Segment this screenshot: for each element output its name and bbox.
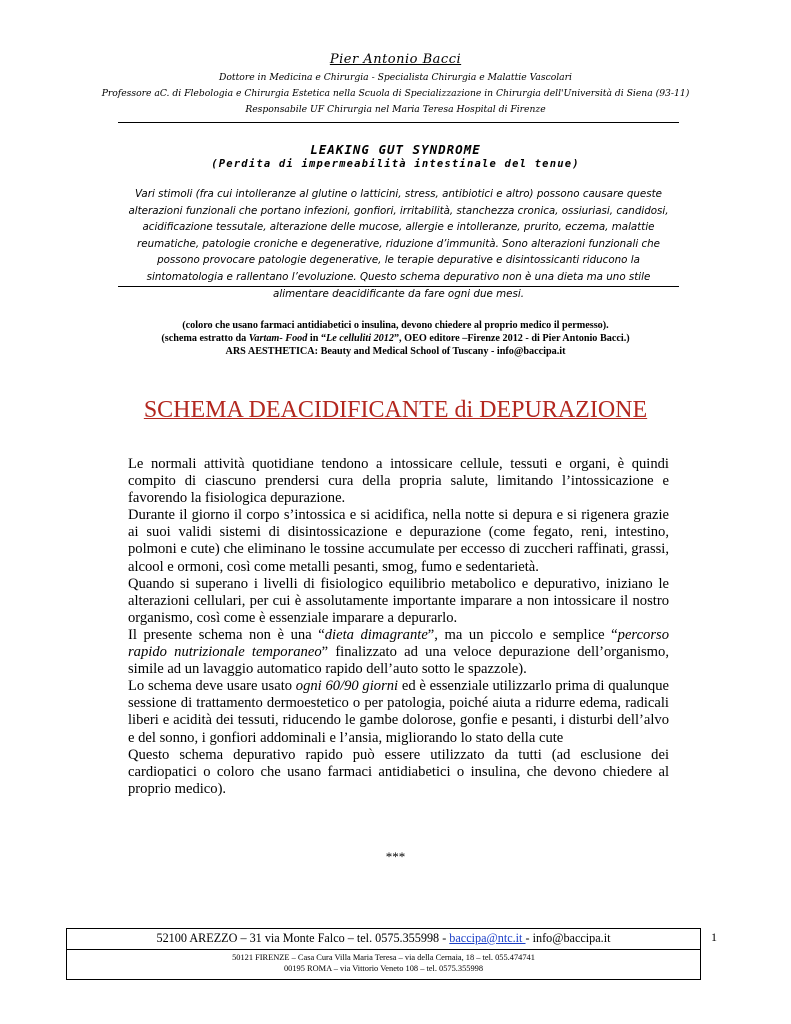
footer-arezzo [67, 931, 700, 946]
author-hospital-line: Responsabile UF Chirurgia nel Maria Teresa Hospital di Firenze [245, 104, 546, 115]
main-title: SCHEMA DEACIDIFICANTE di DEPURAZIONE [143, 397, 648, 423]
footer-email-link[interactable]: baccipa@ntc.it [449, 931, 526, 945]
page-number: 1 [711, 930, 717, 944]
footer-divider [67, 949, 700, 950]
body-italic: ogni 60/90 giorni [295, 678, 399, 695]
footer-firenze: 50121 FIRENZE – Casa Cura Villa Maria Teresa – via della Cernaia, 18 – tel. 055.474741 [232, 953, 535, 962]
body-italic: dieta dimagrante [324, 626, 428, 643]
intro-paragraph: Vari stimoli (fra cui intolleranze al glutine o latticini, stress, antibiotici e altro) possono causare queste alterazioni funzionali che portano infezioni, gonfiori, irritabilità, stanchezza cronica, ossiuriasi, candidosi, acidificazione tessutale, alterazione delle mucose, allergie e intolleranze, prurito, eczema, malattie reumatiche, patologie croniche e degenerative, riduzione d’immunità. Sono alterazioni funzionali che possono provocare patologie degenerative, le terapie depurative e disintossicanti riducono la sintomatologia e rallentano l’evoluzione. Questo schema depurativo non è una dieta ma uno stile alimentare deacidificante da fare ogni due mesi. [128, 188, 669, 300]
syndrome-title: LEAKING GUT SYNDROME [310, 142, 481, 157]
body-text-part: Lo schema deve usare usato [128, 678, 296, 695]
body-text-part: Il presente schema non è una “ [128, 626, 325, 643]
intro-divider [118, 286, 679, 287]
note-warning: (coloro che usano farmaci antidiabetici o insulina, devono chiedere al proprio medico il permesso). [182, 320, 609, 331]
note-source [0, 333, 791, 345]
footer-address: 52100 AREZZO – 31 via Monte Falco – tel. 0575.355998 - [156, 931, 450, 945]
body-paragraph-4 [128, 627, 669, 678]
body-italic: percorso rapido nutrizionale temporaneo [128, 626, 669, 661]
body-text-part: ” finalizzato ad una veloce depurazione dell’organismo, simile ad un lavaggio automatico rapido dell’auto sotto le spazzole). [128, 644, 669, 678]
body-paragraph-1: Le normali attività quotidiane tendono a intossicare cellule, tessuti e organi, è quindi compito di ciascuno prendersi cura della propria salute, limitando l’intossicazione e favorendo la fisiologica depurazione. [128, 456, 669, 507]
body-paragraph-5 [128, 678, 669, 746]
body-paragraph-3: Quando si superano i livelli di fisiologico equilibrio metabolico e depurativo, iniziano le alterazioni cellulari, per cui è assolutamente importante imparare a non intossicare il nostro organismo, così come è essenziale imparare a depurarlo. [128, 575, 669, 626]
body-text-part: ”, ma un piccolo e semplice “ [427, 626, 618, 643]
note-source-part: (schema estratto da [161, 333, 249, 344]
note-school: ARS AESTHETICA: Beauty and Medical School of Tuscany - info@baccipa.it [225, 346, 566, 357]
author-professor-line: Professore aC. di Flebologia e Chirurgia Estetica nella Scuola di Specializzazione in Chirurgia dell'Università di Siena (93-11) [101, 88, 690, 99]
note-source-title: Le celluliti 2012 [326, 333, 394, 344]
footer-roma: 00195 ROMA – via Vittorio Veneto 108 – tel. 0575.355998 [283, 964, 484, 973]
body-text [128, 456, 669, 798]
author-name: Pier Antonio Bacci [329, 52, 462, 67]
note-source-part: ”, OEO editore –Firenze 2012 - di Pier Antonio Bacci.) [393, 333, 630, 344]
footer-email: - info@baccipa.it [525, 931, 611, 945]
note-source-book: Vartam- Food [248, 333, 308, 344]
header-divider [118, 122, 679, 123]
footer-other-offices [67, 952, 700, 974]
body-text-part: ed è essenziale utilizzarlo prima di qualunque sessione di trattamento dermoestetico o per patologia, poiché aiuta a ridurre edema, radicali liberi e acidità dei tessuti, riducendo le gambe dolorose, gonfie e pesanti, i disturbi dell’alvo e del sonno, i gonfiori addominali e l’ansia, migliorando lo stato della cute [128, 678, 669, 746]
body-paragraph-2: Durante il giorno il corpo s’intossica e si acidifica, nella notte si depura e si rigenera grazie ai suoi validi sistemi di disintossicazione e depurazione (come fegato, reni, intestino, polmoni e cute) che eliminano le tossine accumulate per eccesso di zuccheri raffinati, grassi, alcool e ormoni, così come metalli pesanti, smog, fumo e sedentarietà. [128, 507, 669, 575]
author-title-line: Dottore in Medicina e Chirurgia - Specialista Chirurgia e Malattie Vascolari [219, 72, 572, 83]
body-paragraph-6: Questo schema depurativo rapido può essere utilizzato da tutti (ad esclusione dei cardiopatici o coloro che usano farmaci antidiabetici o insulina, che devono chiedere al proprio medico). [128, 746, 669, 797]
section-separator: *** [385, 849, 406, 864]
syndrome-subtitle: (Perdita di impermeabilità intestinale del tenue) [211, 158, 580, 170]
footer-box [66, 928, 701, 980]
note-source-part: in “ [307, 333, 327, 344]
